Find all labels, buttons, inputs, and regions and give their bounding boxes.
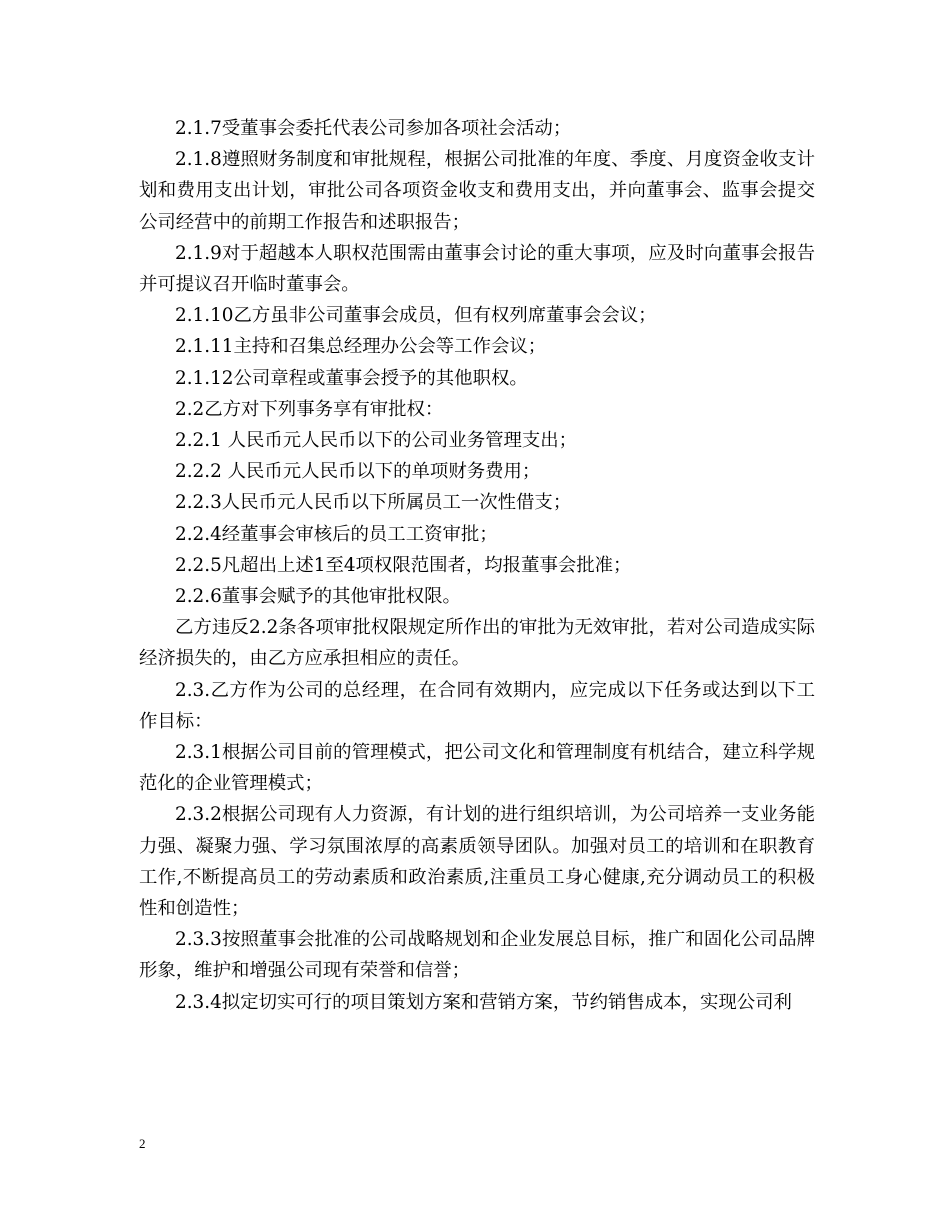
paragraph-2-1-7: 2.1.7受董事会委托代表公司参加各项社会活动； (175, 118, 572, 139)
paragraph-2-2-6: 2.2.6董事会赋予的其他审批权限。 (175, 586, 461, 608)
paragraph-2-1-12: 2.1.12公司章程或董事会授予的其他职权。 (175, 367, 528, 389)
paragraph-2-2-2: 2.2.2 人民币元人民币以下的单项财务费用； (175, 461, 541, 483)
paragraph-2-2-3: 2.2.3人民币元人民币以下所属员工一次性借支； (175, 492, 572, 514)
paragraph-2-1-8: 2.1.8遵照财务制度和审批规程，根据公司批准的年度、季度、月度资金收支计划和费用支出计划，审批公司各项资金收支和费用支出，并向董事会、监事会提交公司经营中的前期工作报告和述职报告； (139, 149, 815, 233)
paragraph-2-1-10: 2.1.10乙方虽非公司董事会成员，但有权列席董事会会议； (175, 305, 657, 327)
paragraph-2-3-3: 2.3.3按照董事会批准的公司战略规划和企业发展总目标，推广和固化公司品牌形象，维护和增强公司现有荣誉和信誉； (139, 929, 815, 982)
paragraph-2-2: 2.2乙方对下列事务享有审批权： (175, 398, 444, 420)
paragraph-violation-note: 乙方违反2.2条各项审批权限规定所作出的审批为无效审批，若对公司造成实际经济损失的，由乙方应承担相应的责任。 (139, 617, 815, 670)
paragraph-2-2-4: 2.2.4经董事会审核后的员工工资审批； (175, 523, 498, 545)
paragraph-2-1-11: 2.1.11主持和召集总经理办公会等工作会议； (175, 336, 547, 358)
document-body (139, 113, 815, 1018)
paragraph-2-2-5: 2.2.5凡超出上述1至4项权限范围者，均报董事会批准； (175, 554, 632, 576)
paragraph-2-3-1: 2.3.1根据公司目前的管理模式，把公司文化和管理制度有机结合，建立科学规范化的企业管理模式； (139, 742, 815, 795)
paragraph-2-3-2: 2.3.2根据公司现有人力资源，有计划的进行组织培训，为公司培养一支业务能力强、凝聚力强、学习氛围浓厚的高素质领导团队。加强对员工的培训和在职教育工作,不断提高员工的劳动素质和政治素质,注重员工身心健康,充分调动员工的积极性和创造性； (139, 804, 815, 920)
page-number: 2 (139, 1136, 146, 1151)
paragraph-2-2-1: 2.2.1 人民币元人民币以下的公司业务管理支出； (175, 430, 578, 452)
paragraph-2-3-4: 2.3.4拟定切实可行的项目策划方案和营销方案，节约销售成本，实现公司利 (175, 991, 792, 1013)
paragraph-2-3: 2.3.乙方作为公司的总经理，在合同有效期内，应完成以下任务或达到以下工作目标： (139, 679, 815, 732)
paragraph-2-1-9: 2.1.9对于超越本人职权范围需由董事会讨论的重大事项，应及时向董事会报告并可提议召开临时董事会。 (139, 242, 815, 296)
